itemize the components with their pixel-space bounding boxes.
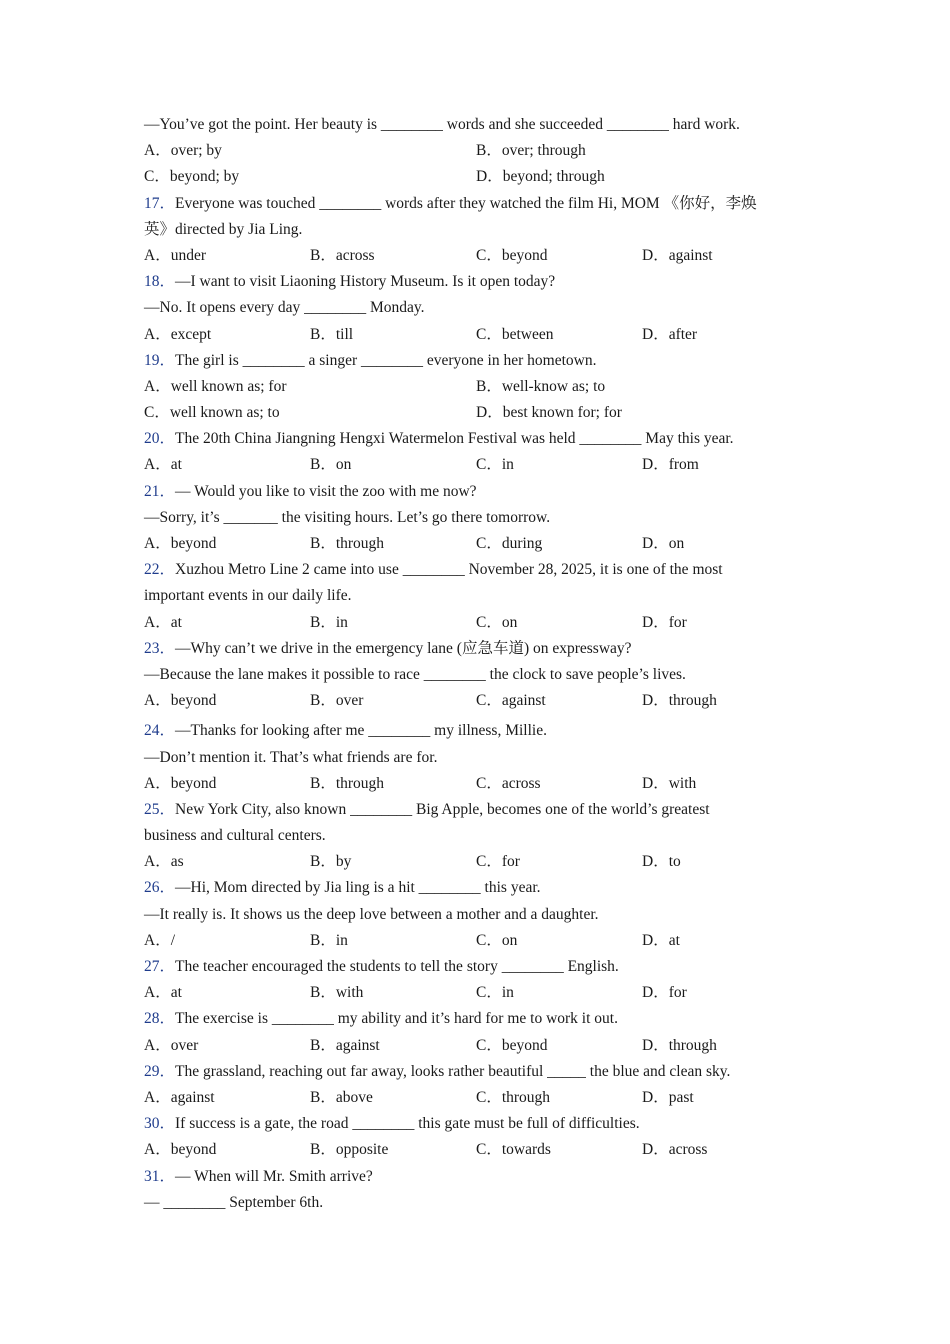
- question-number: 31．: [144, 1167, 176, 1185]
- option-d: D．for: [642, 984, 687, 1002]
- option-d: D．across: [642, 1141, 708, 1159]
- option-d: D．through: [642, 692, 717, 710]
- question-16-options-row-2: [144, 164, 824, 190]
- option-a: A．beyond: [144, 1141, 217, 1159]
- question-29-options: [144, 1085, 824, 1111]
- question-text: The teacher encouraged the students to tell the story ________ English.: [175, 958, 619, 975]
- option-a: A．over; by: [144, 142, 222, 160]
- question-16-stem: —You’ve got the point. Her beauty is ________ words and she succeeded ________ hard work.: [144, 116, 740, 133]
- question-19-stem: [144, 348, 824, 374]
- option-c: C．through: [476, 1088, 551, 1106]
- option-d: D．beyond; through: [476, 168, 605, 186]
- question-text: The 20th China Jiangning Hengxi Watermelon Festival was held ________ May this year.: [175, 430, 734, 448]
- question-18-stem-line-1: [144, 269, 824, 295]
- option-b: B．in: [310, 931, 348, 949]
- question-25-stem-line-1: [144, 797, 824, 823]
- option-a: A．beyond: [144, 535, 217, 552]
- question-23-stem-line-2: —Because the lane makes it possible to race ________ the clock to save people’s lives.: [144, 665, 686, 683]
- option-c: C．beyond; by: [144, 168, 240, 186]
- question-18-stem-line-2: —No. It opens every day ________ Monday.: [144, 299, 425, 317]
- question-17-stem-line-2: 英》directed by Jia Ling.: [144, 220, 303, 238]
- option-a: A．over: [144, 1036, 199, 1054]
- question-20-options: [144, 452, 824, 478]
- question-number: 30．: [144, 1115, 176, 1133]
- option-d: D．at: [642, 931, 680, 949]
- question-text: —Thanks for looking after me ________ my illness, Millie.: [175, 722, 547, 740]
- question-22-stem-line-2: important events in our daily life.: [144, 587, 352, 605]
- question-24-stem-line-2: —Don’t mention it. That’s what friends are for.: [144, 748, 438, 766]
- question-text: — Would you like to visit the zoo with me now?: [175, 482, 477, 500]
- option-a: A．at: [144, 456, 182, 474]
- question-number: 21．: [144, 482, 176, 500]
- option-c: C．well known as; to: [144, 404, 280, 422]
- exam-document: [144, 112, 824, 1216]
- question-28-stem: [144, 1006, 824, 1032]
- option-c: C．on: [476, 931, 518, 949]
- option-d: D．through: [642, 1036, 717, 1054]
- option-c: C．for: [476, 853, 520, 871]
- option-b: B．over: [310, 692, 364, 710]
- option-a: A．well known as; for: [144, 377, 287, 395]
- question-number: 22．: [144, 561, 176, 579]
- option-a: A．against: [144, 1088, 215, 1106]
- question-21-stem-line-1: [144, 479, 824, 505]
- question-number: 19．: [144, 351, 176, 369]
- question-number: 27．: [144, 958, 176, 975]
- option-c: C．towards: [476, 1141, 551, 1159]
- question-number: 29．: [144, 1062, 176, 1080]
- question-21-stem-line-2: —Sorry, it’s _______ the visiting hours. Let’s go there tomorrow.: [144, 508, 551, 526]
- question-19-options-row-1: [144, 374, 824, 400]
- question-24-options: [144, 771, 824, 797]
- option-d: D．with: [642, 774, 697, 792]
- question-28-options: [144, 1033, 824, 1059]
- option-a: A．at: [144, 984, 182, 1002]
- question-21-options: [144, 531, 824, 557]
- question-23-stem-line-1: [144, 636, 824, 662]
- option-b: B．on: [310, 456, 352, 474]
- option-a: A．beyond: [144, 774, 217, 792]
- question-26-options: [144, 928, 824, 954]
- option-b: B．through: [310, 535, 385, 552]
- question-text: — When will Mr. Smith arrive?: [175, 1167, 373, 1185]
- option-c: C．in: [476, 984, 514, 1002]
- option-d: D．best known for; for: [476, 404, 622, 422]
- question-19-options-row-2: [144, 400, 824, 426]
- option-c: C．during: [476, 535, 543, 552]
- option-b: B．by: [310, 853, 352, 871]
- option-d: D．for: [642, 613, 687, 631]
- option-b: B．against: [310, 1036, 380, 1054]
- question-text: Everyone was touched ________ words after they watched the film Hi, MOM 《你好，李焕: [175, 194, 757, 212]
- question-16-options-row-1: [144, 138, 824, 164]
- question-text: —Hi, Mom directed by Jia ling is a hit ________ this year.: [175, 879, 541, 897]
- option-b: B．till: [310, 325, 354, 343]
- question-31-stem-line-1: [144, 1164, 824, 1190]
- option-c: C．across: [476, 774, 541, 792]
- question-25-options: [144, 849, 824, 875]
- question-30-stem: [144, 1111, 824, 1137]
- question-22-stem-line-1: [144, 557, 824, 583]
- question-20-stem: [144, 426, 824, 452]
- question-25-stem-line-2: business and cultural centers.: [144, 827, 326, 845]
- question-number: 23．: [144, 639, 176, 657]
- option-b: B．well-know as; to: [476, 377, 606, 395]
- option-b: B．above: [310, 1088, 373, 1106]
- question-17-options: [144, 243, 824, 269]
- option-d: D．against: [642, 246, 713, 264]
- option-a: A．beyond: [144, 692, 217, 710]
- question-text: —I want to visit Liaoning History Museum. Is it open today?: [175, 273, 556, 291]
- question-number: 26．: [144, 879, 176, 897]
- option-a: A．at: [144, 613, 182, 631]
- question-29-stem: [144, 1059, 824, 1085]
- option-c: C．against: [476, 692, 546, 710]
- question-number: 25．: [144, 800, 176, 818]
- question-text: The exercise is ________ my ability and it’s hard for me to work it out.: [175, 1010, 618, 1028]
- option-a: A．under: [144, 246, 206, 264]
- option-c: C．between: [476, 325, 554, 343]
- question-26-stem-line-1: [144, 875, 824, 901]
- option-d: D．on: [642, 535, 685, 552]
- option-b: B．in: [310, 613, 348, 631]
- option-d: D．to: [642, 853, 681, 871]
- question-27-options: [144, 980, 824, 1006]
- question-number: 18．: [144, 273, 176, 291]
- option-c: C．on: [476, 613, 518, 631]
- option-b: B．through: [310, 774, 385, 792]
- question-26-stem-line-2: —It really is. It shows us the deep love between a mother and a daughter.: [144, 905, 599, 923]
- question-text: If success is a gate, the road ________ this gate must be full of difficulties.: [175, 1115, 640, 1133]
- question-23-options: [144, 688, 824, 714]
- option-d: D．from: [642, 456, 699, 474]
- option-c: C．beyond: [476, 246, 548, 264]
- option-c: C．in: [476, 456, 514, 474]
- option-b: B．with: [310, 984, 364, 1002]
- option-b: B．across: [310, 246, 375, 264]
- question-number: 28．: [144, 1010, 176, 1028]
- question-text: —Why can’t we drive in the emergency lane (应急车道) on expressway?: [175, 639, 632, 657]
- option-b: B．opposite: [310, 1141, 389, 1159]
- option-c: C．beyond: [476, 1036, 548, 1054]
- question-22-options: [144, 610, 824, 636]
- question-number: 17．: [144, 194, 176, 212]
- question-17-stem-line-1: [144, 191, 824, 217]
- option-a: A．except: [144, 325, 212, 343]
- question-text: The grassland, reaching out far away, looks rather beautiful _____ the blue and clean sky.: [175, 1062, 731, 1080]
- question-31-stem-line-2: — ________ September 6th.: [144, 1193, 324, 1211]
- question-number: 24．: [144, 722, 176, 740]
- question-24-stem-line-1: [144, 718, 824, 744]
- question-27-stem: [144, 954, 824, 980]
- option-d: D．after: [642, 325, 698, 343]
- question-30-options: [144, 1137, 824, 1163]
- question-text: Xuzhou Metro Line 2 came into use ________ November 28, 2025, it is one of the most: [175, 561, 723, 579]
- option-a: A．/: [144, 931, 176, 949]
- question-text: New York City, also known ________ Big Apple, becomes one of the world’s greatest: [175, 800, 710, 818]
- question-text: The girl is ________ a singer ________ everyone in her hometown.: [175, 351, 597, 369]
- question-number: 20．: [144, 430, 176, 448]
- question-18-options: [144, 322, 824, 348]
- option-b: B．over; through: [476, 142, 586, 160]
- option-d: D．past: [642, 1088, 694, 1106]
- option-a: A．as: [144, 853, 184, 871]
